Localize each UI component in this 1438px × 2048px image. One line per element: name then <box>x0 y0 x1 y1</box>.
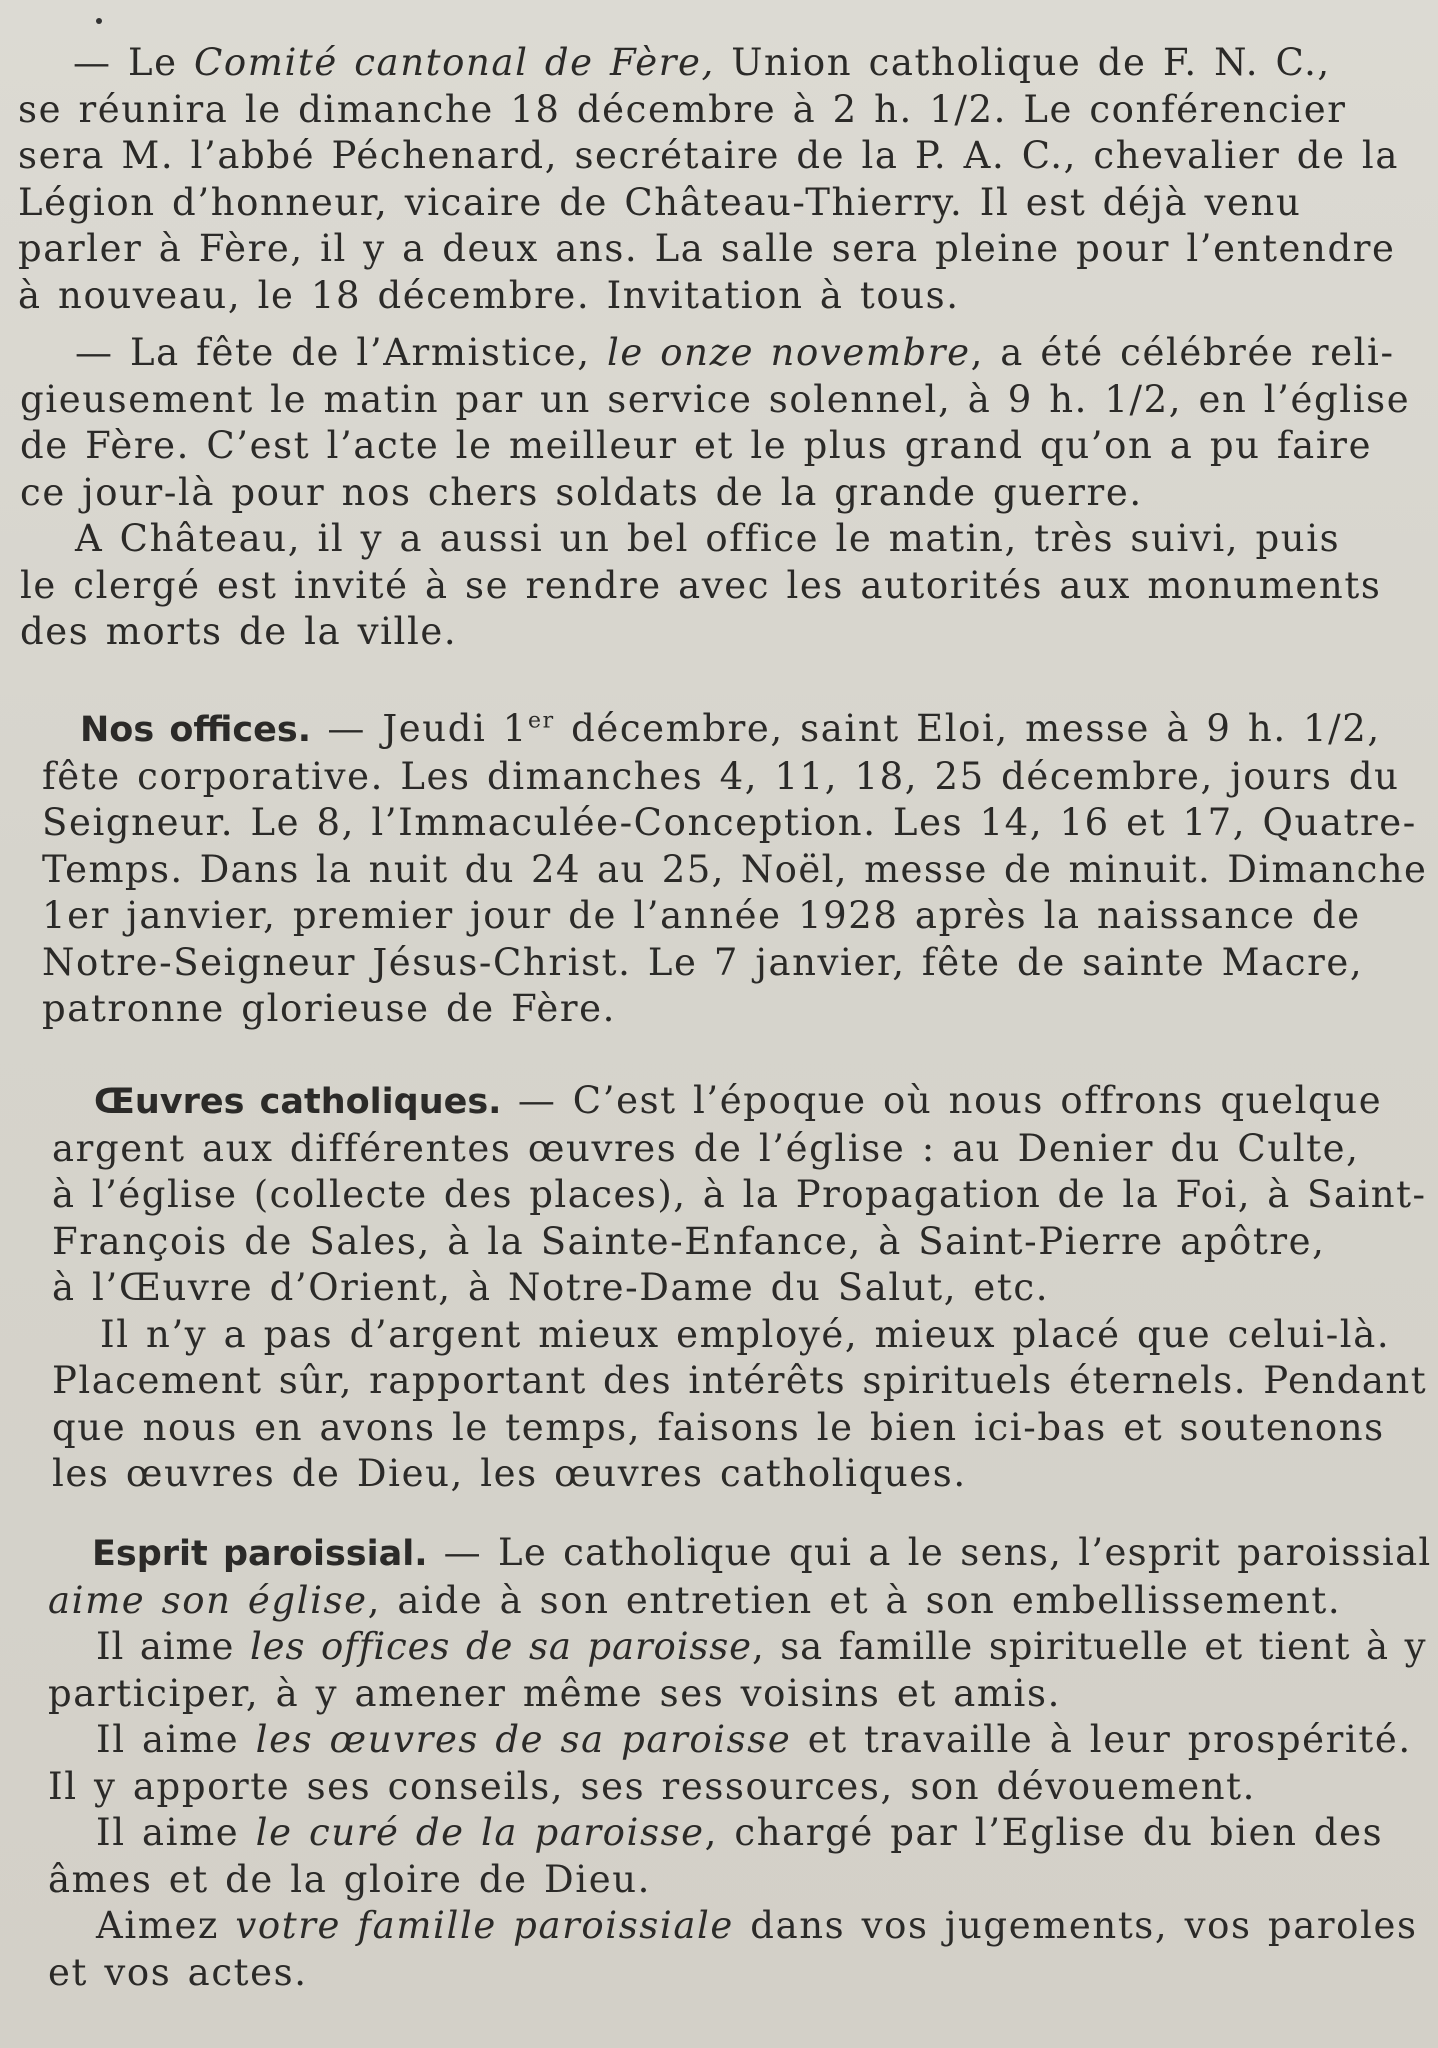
ink-speck <box>96 18 102 24</box>
armistice-paragraph <box>20 330 1411 656</box>
text-span: 1er <box>42 894 110 937</box>
italic-span: Comité cantonal de Fère, <box>194 41 715 84</box>
paragraph-body <box>20 330 1411 656</box>
text-line: fête corporative. Les dimanches 4, 11, 18, 25 décembre, jours du <box>42 754 1400 798</box>
offices-section <box>42 706 1428 1033</box>
text-line: Notre-Seigneur Jésus-Christ. Le 7 janvier, fête de sainte Macre, <box>42 940 1364 984</box>
text-line: Il n’y a pas d’argent mieux employé, mieux placé que celui-là. <box>100 1312 1391 1356</box>
text-line: des morts de la ville. <box>20 610 458 653</box>
superscript: er <box>527 708 555 734</box>
comite-paragraph <box>18 40 1400 319</box>
text-span: Union catholique de F. N. C., <box>714 41 1331 84</box>
text-span: Aimez <box>96 1904 236 1947</box>
text-line <box>48 1530 1432 1578</box>
text-line: sera M. l’abbé Péchenard, secrétaire de la P. A. C., chevalier de la <box>18 134 1400 177</box>
text-line: parler à Fère, il y a deux ans. La salle sera pleine pour l’entendre <box>18 227 1396 270</box>
text-line: participer, à y amener même ses voisins et amis. <box>48 1671 1061 1715</box>
text-line <box>48 1624 1427 1671</box>
text-line: se réunira le dimanche 18 décembre à 2 h. 1/2. Le conférencier <box>18 87 1347 131</box>
text-line: que nous en avons le temps, faisons le bien ici-bas et soutenons <box>52 1405 1385 1449</box>
text-line: patronne glorieuse de Fère. <box>42 987 617 1030</box>
text-span: — Jeudi 1 <box>311 707 528 750</box>
text-line: le clergé est invité à se rendre avec les autorités aux monuments <box>20 563 1382 607</box>
text-line <box>48 1810 1384 1857</box>
esprit-section <box>48 1530 1432 1996</box>
text-line: à l’église (collecte des places), à la Propagation de la Foi, à Saint- <box>52 1173 1427 1216</box>
section-heading: Œuvres catholiques. <box>94 1082 502 1122</box>
text-span: et travaille à leur prospérité. <box>791 1718 1412 1761</box>
text-span: , sa famille spirituelle et tient à y <box>751 1625 1427 1668</box>
italic-span: les offices de sa paroisse <box>249 1625 752 1668</box>
text-span: Il aime <box>96 1811 256 1854</box>
paragraph-body <box>48 1530 1432 1996</box>
text-line: argent aux différentes œuvres de l’église : au Denier du Culte, <box>52 1126 1360 1170</box>
text-line <box>42 893 1382 940</box>
text-span: — Le <box>73 41 194 84</box>
text-line: et vos actes. <box>48 1950 308 1994</box>
text-line: Il y apporte ses conseils, ses ressources, son dévouement. <box>48 1764 1257 1808</box>
text-line: Légion d’honneur, vicaire de Château-Thierry. Il est déjà venu <box>18 180 1302 224</box>
text-span: Il aime <box>96 1718 256 1761</box>
text-line <box>48 1903 1418 1950</box>
text-span: , aide à son entretien et à son embellissement. <box>367 1578 1342 1622</box>
text-span: — La fête de l’Armistice, <box>75 331 607 374</box>
text-span: — C’est l’époque où nous offrons quelque <box>501 1079 1383 1122</box>
italic-span: le curé de la paroisse <box>255 1811 705 1854</box>
italic-span: aime son église <box>48 1578 368 1622</box>
text-span: , a été célébrée reli- <box>970 331 1395 374</box>
text-span: dans vos jugements, vos paroles <box>733 1904 1418 1947</box>
paragraph-body <box>42 706 1428 1033</box>
text-span: Il aime <box>96 1625 250 1668</box>
oeuvres-section <box>52 1078 1428 1498</box>
text-line: âmes et de la gloire de Dieu. <box>48 1857 652 1901</box>
italic-span: votre famille paroissiale <box>235 1904 734 1947</box>
text-line <box>42 706 1382 754</box>
text-line: à l’Œuvre d’Orient, à Notre-Dame du Salut, etc. <box>52 1266 1050 1309</box>
text-span: janvier, premier jour de l’année 1928 après la naissance de <box>109 894 1361 937</box>
text-line <box>20 330 1395 377</box>
text-line <box>48 1717 1412 1764</box>
text-line: les œuvres de Dieu, les œuvres catholiques. <box>52 1452 967 1495</box>
text-line: à nouveau, le 18 décembre. Invitation à tous. <box>18 273 960 317</box>
paragraph-body <box>18 40 1400 319</box>
text-span: — Le catholique qui a le sens, l’esprit paroissial <box>427 1531 1432 1574</box>
section-heading: Nos offices. <box>80 710 312 750</box>
text-line <box>48 1578 1358 1625</box>
text-line <box>18 40 1378 87</box>
text-line: gieusement le matin par un service solennel, à 9 h. 1/2, en l’église <box>20 377 1411 421</box>
text-line: Seigneur. Le 8, l’Immaculée-Conception. Les 14, 16 et 17, Quatre- <box>42 801 1417 844</box>
text-line <box>52 1078 1383 1126</box>
italic-span: le onze novembre <box>606 331 971 374</box>
text-line: Placement sûr, rapportant des intérêts spirituels éternels. Pendant <box>52 1359 1428 1402</box>
text-line: François de Sales, à la Sainte-Enfance, à Saint-Pierre apôtre, <box>52 1219 1326 1263</box>
text-line: Temps. Dans la nuit du 24 au 25, Noël, messe de minuit. Dimanche <box>42 847 1428 891</box>
text-line: de Fère. C’est l’acte le meilleur et le plus grand qu’on a pu faire <box>20 424 1373 467</box>
text-span: , chargé par l’Eglise du bien des <box>704 1811 1384 1854</box>
section-heading: Esprit paroissial. <box>92 1534 428 1574</box>
italic-span: les œuvres de sa paroisse <box>255 1718 792 1761</box>
text-line: A Château, il y a aussi un bel office le matin, très suivi, puis <box>75 517 1341 560</box>
paragraph-body <box>52 1078 1428 1498</box>
text-span: décembre, saint Eloi, messe à 9 h. 1/2, <box>554 707 1381 750</box>
text-line: ce jour-là pour nos chers soldats de la grande guerre. <box>20 470 1143 514</box>
